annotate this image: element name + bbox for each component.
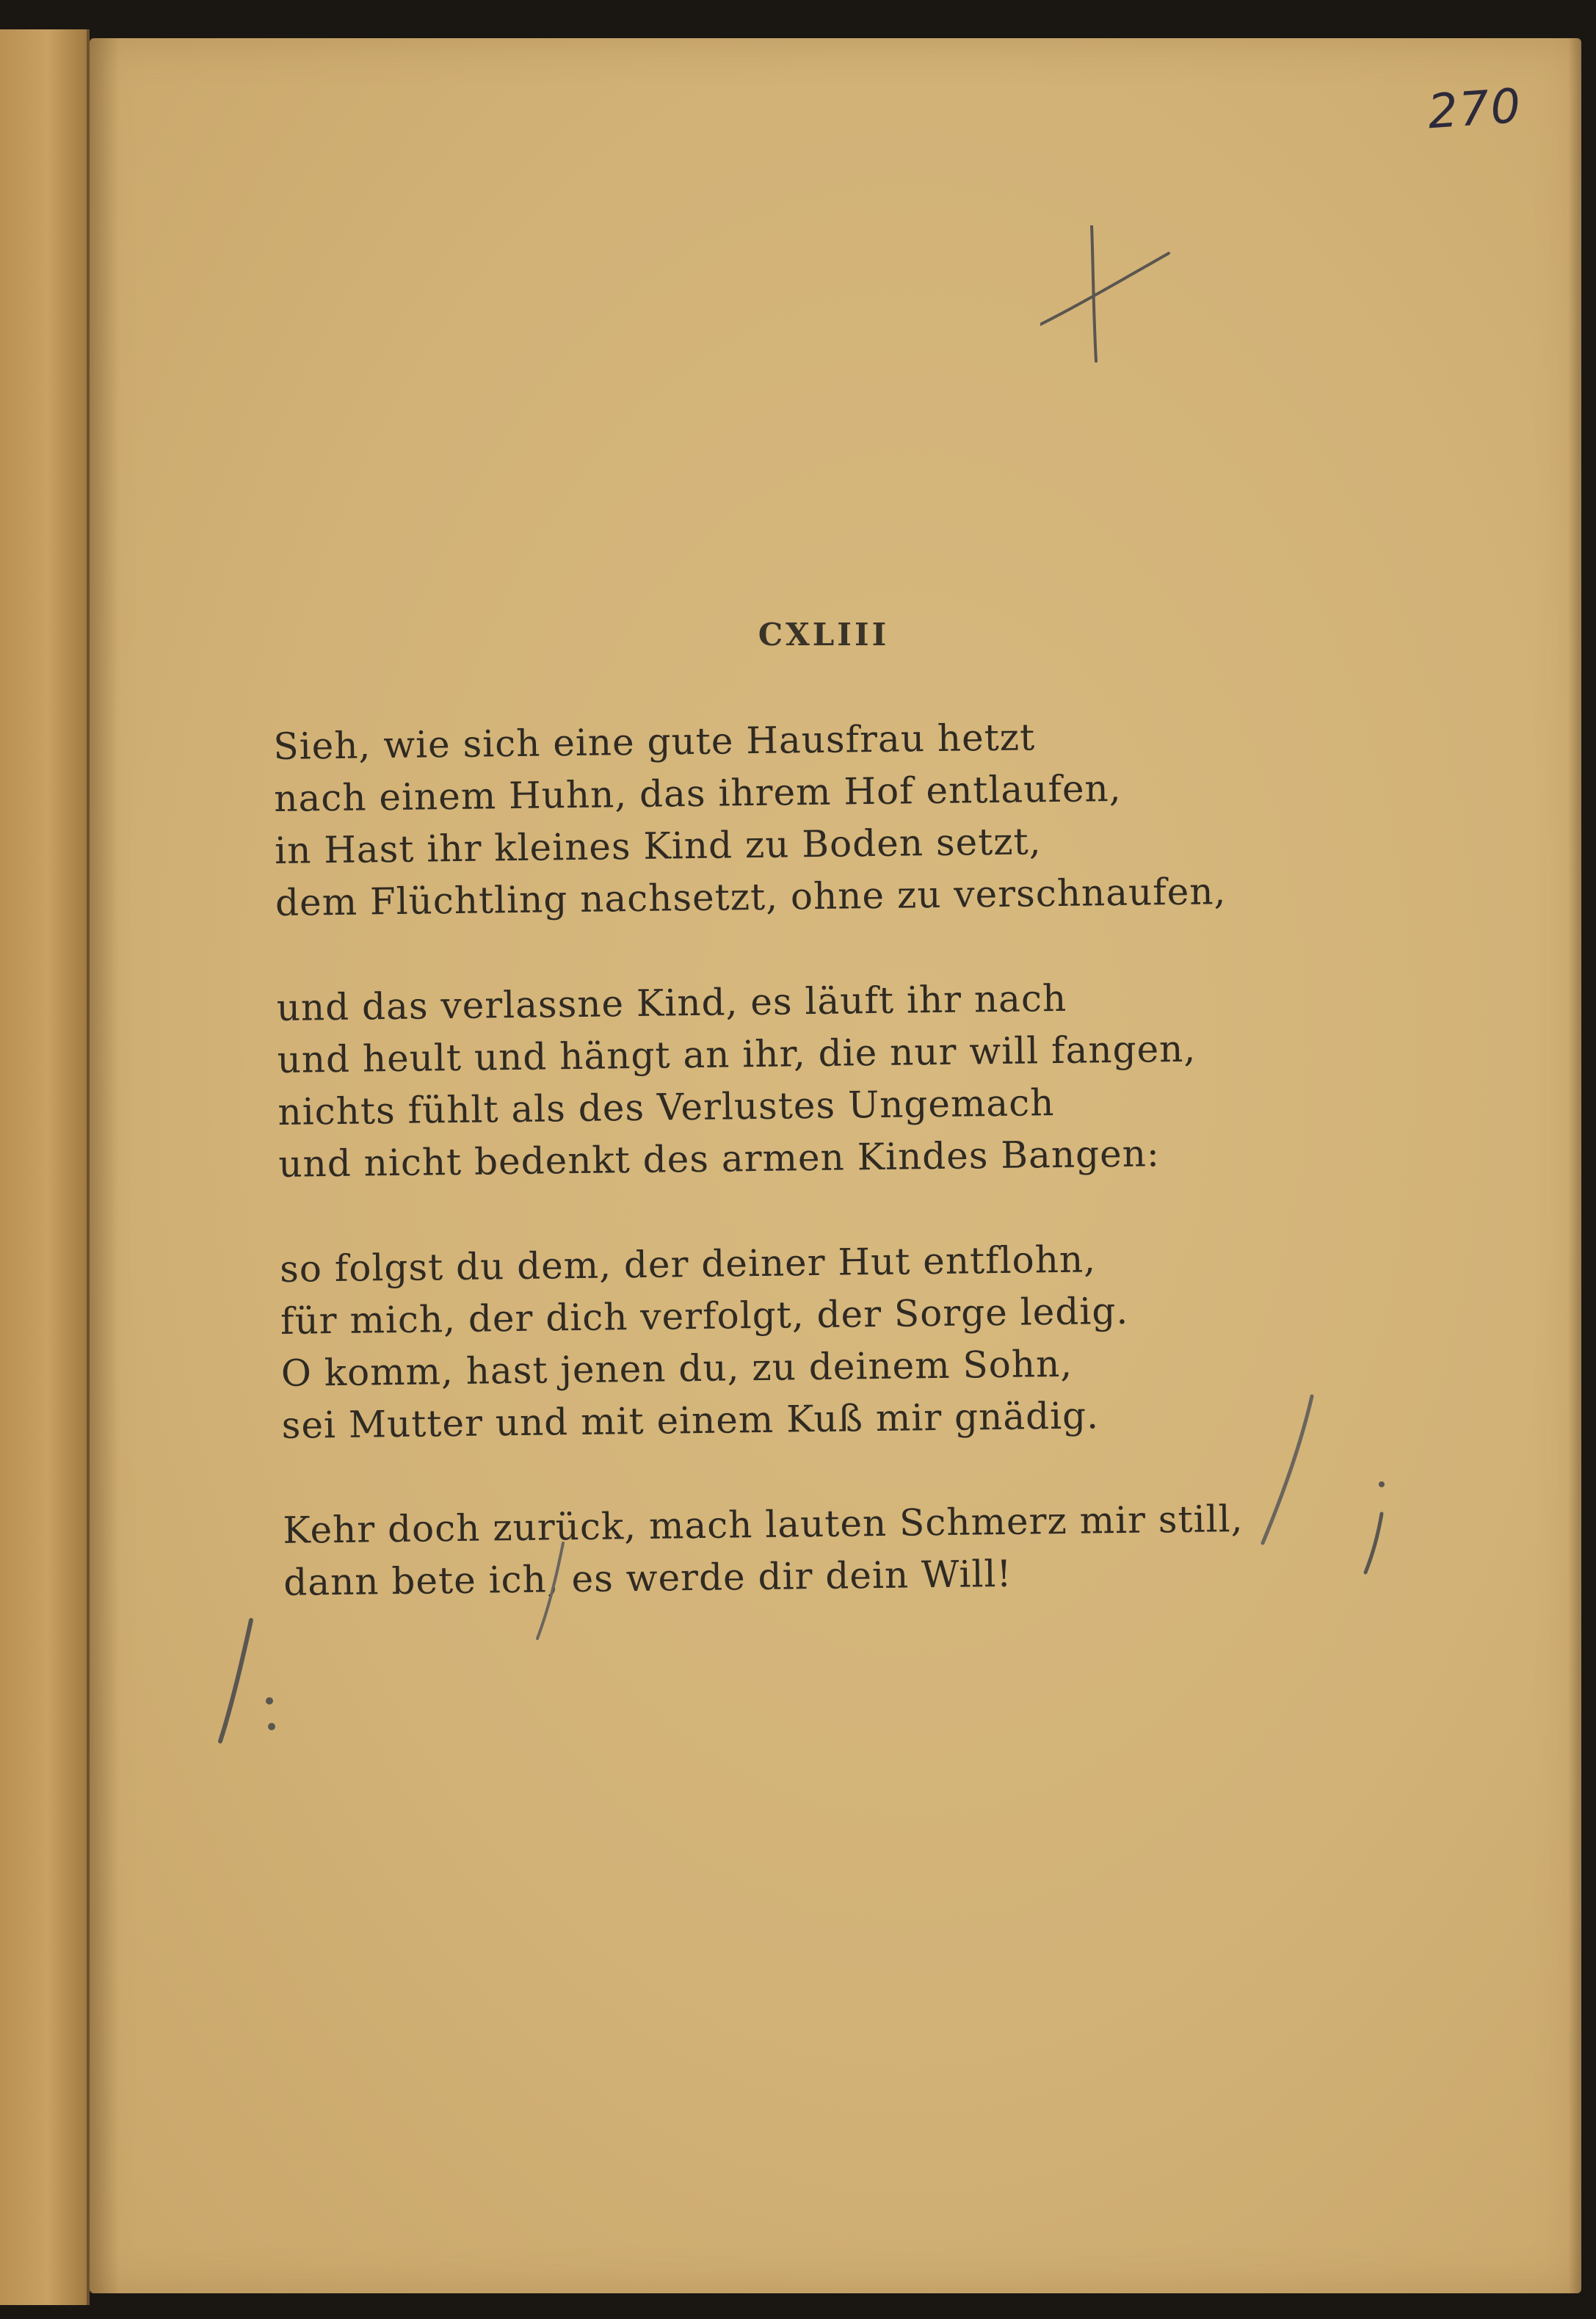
poem-line: dann bete ich, es werde dir dein Will! — [283, 1552, 1012, 1604]
poem-line: Kehr doch zurück, mach lauten Schmerz mir still, — [283, 1497, 1244, 1552]
poem-line: in Hast ihr kleines Kind zu Boden setzt, — [274, 820, 1042, 872]
page-edge-stain — [1568, 38, 1581, 2293]
pencil-tick-mark — [1352, 1477, 1396, 1580]
poem-line: und nicht bedenkt des armen Kindes Bangen: — [278, 1132, 1161, 1186]
stanza-1 — [273, 707, 1413, 929]
poem-line: sei Mutter und mit einem Kuß mir gnädig. — [281, 1394, 1100, 1447]
pencil-margin-mark — [207, 1609, 295, 1749]
gutter-shadow — [90, 38, 119, 2293]
handwritten-page-number: 270 — [1426, 79, 1524, 140]
poem-line: und heult und hängt an ihr, die nur will fangen, — [277, 1027, 1197, 1081]
poem-line: nach einem Huhn, das ihrem Hof entlaufen, — [273, 766, 1122, 820]
pencil-slash-mark — [1242, 1393, 1330, 1554]
poem-line: für mich, der dich verfolgt, der Sorge ledig. — [280, 1289, 1129, 1343]
poem-line: O komm, hast jenen du, zu deinem Sohn, — [280, 1342, 1073, 1395]
poem-line: und das verlassne Kind, es läuft ihr nach — [276, 976, 1067, 1029]
book-page — [90, 38, 1581, 2293]
poem-line: Sieh, wie sich eine gute Hausfrau hetzt — [273, 716, 1036, 768]
poem-title: CXLIII — [758, 617, 890, 653]
pencil-cross-mark — [1040, 225, 1172, 365]
adjacent-left-page-edge — [0, 29, 90, 2305]
poem-line: so folgst du dem, der deiner Hut entflohn, — [279, 1238, 1097, 1291]
poem-line: nichts fühlt als des Verlustes Ungemach — [278, 1081, 1055, 1133]
poem-line: dem Flüchtling nachsetzt, ohne zu verschnaufen, — [275, 870, 1227, 924]
stanza-2 — [276, 968, 1416, 1191]
pencil-comma-mark — [530, 1536, 574, 1646]
